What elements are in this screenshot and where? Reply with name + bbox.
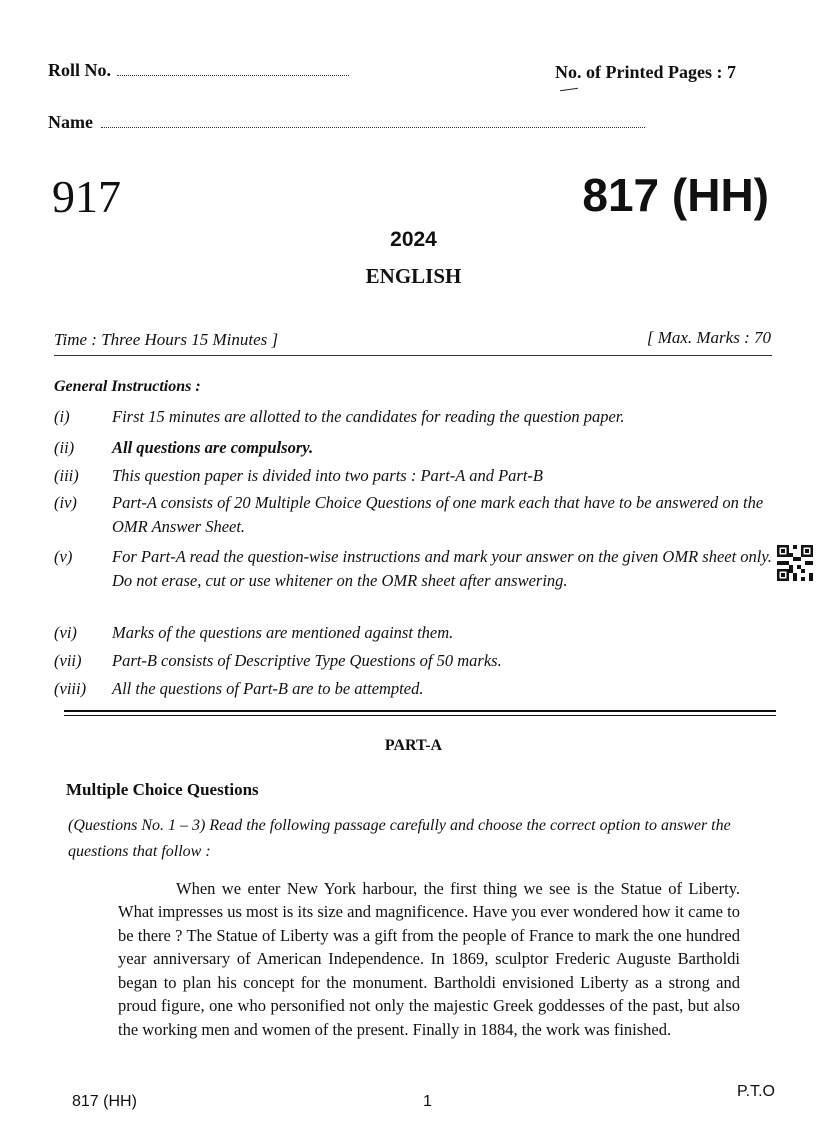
instruction-text: All questions are compulsory. xyxy=(112,438,314,457)
footer-paper-code: 817 (HH) xyxy=(72,1093,137,1110)
divider xyxy=(54,355,772,356)
exam-year: 2024 xyxy=(390,228,437,251)
instruction-number: (i) xyxy=(54,407,70,426)
double-divider-bottom xyxy=(64,715,776,716)
instruction-number: (iv) xyxy=(54,493,77,512)
question-instruction: (Questions No. 1 – 3) Read the following passage carefully and choose the correct option to answer the questions that follow : xyxy=(68,817,731,860)
part-a-heading: PART-A xyxy=(384,737,443,754)
pen-mark xyxy=(560,88,578,91)
instruction-number: (vi) xyxy=(54,623,77,642)
max-marks: [ Max. Marks : 70 xyxy=(646,328,771,347)
printed-pages: No. of Printed Pages : 7 xyxy=(555,62,736,82)
paper-code-left: 917 xyxy=(52,171,121,222)
instruction-text: This question paper is divided into two parts : Part-A and Part-B xyxy=(112,466,543,485)
roll-number-field xyxy=(48,60,349,81)
instruction-number: (vii) xyxy=(54,651,82,670)
instruction-text: For Part-A read the question-wise instructions and mark your answer on the given OMR sheet only. Do not erase, cut or use whitener on the OMR sheet after answering. xyxy=(112,547,772,590)
page-number: 1 xyxy=(423,1093,432,1110)
reading-passage: When we enter New York harbour, the first thing we see is the Statue of Liberty. What impresses us most is its size and magnificence. Have you ever wondered how it came to be there ? The Statue of Liberty was a gift from the people of France to mark the one hundred year anniversary of American Independence. In 1869, sculptor Frederic Auguste Bartholdi began to plan his concept for the monument. Bartholdi envisioned Liberty as a strong and proud figure, one who personified not only the majestic Greek goddesses of the past, but also the working men and women of the present. Finally in 1884, the work was finished. xyxy=(118,879,740,1039)
double-divider-top xyxy=(64,710,776,712)
instructions-title: General Instructions : xyxy=(54,378,201,395)
instruction-text: All the questions of Part-B are to be attempted. xyxy=(112,679,424,698)
please-turn-over: P.T.O xyxy=(737,1083,775,1100)
instruction-text: Part-B consists of Descriptive Type Questions of 50 marks. xyxy=(112,651,502,670)
instruction-number: (v) xyxy=(54,547,73,566)
time-duration: Time : Three Hours 15 Minutes ] xyxy=(54,330,279,349)
name-label: Name xyxy=(48,112,93,132)
instruction-number: (viii) xyxy=(54,679,87,698)
subject-title: ENGLISH xyxy=(365,264,462,288)
roll-label: Roll No. xyxy=(48,60,111,80)
instruction-number: (ii) xyxy=(54,438,75,457)
qr-code-icon xyxy=(777,545,813,581)
instruction-text: First 15 minutes are allotted to the candidates for reading the question paper. xyxy=(112,407,625,426)
section-heading: Multiple Choice Questions xyxy=(66,780,259,799)
instruction-number: (iii) xyxy=(54,466,79,485)
instruction-text: Marks of the questions are mentioned against them. xyxy=(112,623,454,642)
roll-dotted-line xyxy=(117,63,349,76)
name-dotted-line xyxy=(101,115,645,128)
paper-code-right: 817 (HH) xyxy=(582,169,769,221)
instruction-text: Part-A consists of 20 Multiple Choice Questions of one mark each that have to be answered on the OMR Answer Sheet. xyxy=(112,493,764,536)
name-field xyxy=(48,112,645,133)
